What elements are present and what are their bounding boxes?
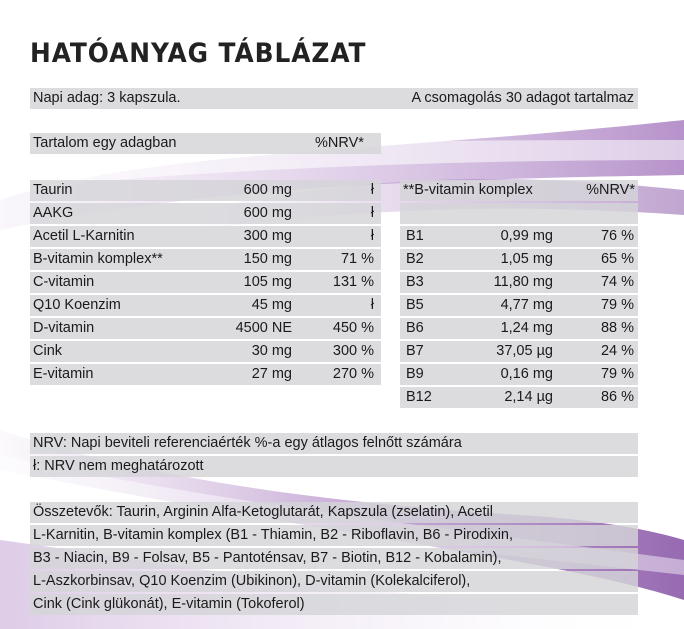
b-vitamin-amount: 0,16 mg [500,366,553,382]
b-vitamin-nrv: 79 % [600,297,634,313]
b-vitamin-name: B1 [406,228,424,244]
nrv-note: NRV: Napi beviteli referenciaérték %-a egy átlagos felnőtt számára [33,435,462,451]
b-vitamin-table-header [400,180,638,201]
b-vitamin-amount: 37,05 µg [496,343,553,359]
nrv-undefined-note-row [30,456,638,477]
ingredient-amount: 45 mg [251,297,292,313]
ingredient-name: Q10 Koenzim [33,297,121,313]
ingredient-name: B-vitamin komplex** [33,251,163,267]
b-vitamin-amount: 11,80 mg [493,274,553,290]
ingredient-nrv: 131 % [332,274,374,290]
ingredient-name: Cink [33,343,63,359]
main-table-header [30,133,381,154]
ingredients-text: Cink (Cink glükonát), E-vitamin (Tokoferol) [33,596,305,612]
table-row [30,249,381,270]
dose-row [30,88,638,109]
ingredient-name: Taurin [33,182,73,198]
table-row [30,180,381,201]
ingredient-nrv: 300 % [332,343,374,359]
table-row [30,364,381,385]
b-header-name: **B-vitamin komplex [403,182,533,198]
table-row [400,364,638,385]
b-vitamin-name: B9 [406,366,424,382]
ingredients-line [30,594,638,615]
ingredient-nrv: 270 % [332,366,374,382]
b-vitamin-amount: 0,99 mg [500,228,553,244]
table-row [30,295,381,316]
b-header-nrv: %NRV* [586,182,635,198]
b-vitamin-amount: 2,14 µg [504,389,553,405]
b-vitamin-nrv: 88 % [600,320,634,336]
nrv-undefined-note: ł: NRV nem meghatározott [33,458,204,474]
ingredient-amount: 300 mg [243,228,292,244]
table-row [400,249,638,270]
ingredient-name: AAKG [33,205,74,221]
page-title: HATÓANYAG TÁBLÁZAT [30,38,367,69]
ingredient-nrv: 450 % [332,320,374,336]
b-vitamin-nrv: 79 % [600,366,634,382]
table-row [400,226,638,247]
ingredients-text: B3 - Niacin, B9 - Folsav, B5 - Pantoténsav, B7 - Biotin, B12 - Kobalamin), [33,550,502,566]
b-vitamin-name: B3 [406,274,424,290]
ingredients-line [30,548,638,569]
ingredient-name: E-vitamin [33,366,94,382]
ingredients-line [30,502,638,523]
ingredient-amount: 30 mg [251,343,292,359]
table-row [400,318,638,339]
ingredient-name: Acetil L-Karnitin [33,228,135,244]
b-vitamin-amount: 4,77 mg [500,297,553,313]
b-table-spacer [400,203,638,224]
b-vitamin-nrv: 74 % [600,274,634,290]
ingredient-nrv: ł [370,297,374,313]
ingredient-amount: 4500 NE [235,320,292,336]
main-header-nrv: %NRV* [315,135,364,151]
daily-dose-text: Napi adag: 3 kapszula. [33,90,181,106]
package-servings-text: A csomagolás 30 adagot tartalmaz [411,90,634,106]
table-row [400,341,638,362]
b-vitamin-nrv: 86 % [600,389,634,405]
b-vitamin-name: B7 [406,343,424,359]
table-row [30,272,381,293]
b-vitamin-name: B12 [406,389,432,405]
table-row [400,272,638,293]
ingredient-amount: 105 mg [243,274,292,290]
table-row [400,295,638,316]
table-row [400,387,638,408]
b-vitamin-amount: 1,24 mg [500,320,553,336]
b-vitamin-name: B5 [406,297,424,313]
ingredients-text: L-Aszkorbinsav, Q10 Koenzim (Ubikinon), D-vitamin (Kolekalciferol), [33,573,471,589]
table-row [30,203,381,224]
table-row [30,226,381,247]
nrv-note-row [30,433,638,454]
b-vitamin-nrv: 65 % [600,251,634,267]
ingredient-nrv: ł [370,182,374,198]
table-row [30,318,381,339]
ingredients-line [30,571,638,592]
ingredient-nrv: ł [370,205,374,221]
ingredient-name: C-vitamin [33,274,95,290]
b-vitamin-amount: 1,05 mg [500,251,553,267]
table-row [30,341,381,362]
ingredients-text: L-Karnitin, B-vitamin komplex (B1 - Thiamin, B2 - Riboflavin, B6 - Pirodixin, [33,527,514,543]
b-vitamin-name: B2 [406,251,424,267]
b-vitamin-name: B6 [406,320,424,336]
ingredients-line [30,525,638,546]
ingredient-amount: 27 mg [251,366,292,382]
ingredient-nrv: 71 % [340,251,374,267]
b-vitamin-nrv: 24 % [600,343,634,359]
ingredient-amount: 600 mg [243,182,292,198]
ingredient-amount: 600 mg [243,205,292,221]
ingredient-nrv: ł [370,228,374,244]
main-header-name: Tartalom egy adagban [33,135,177,151]
ingredient-name: D-vitamin [33,320,95,336]
ingredients-text: Összetevők: Taurin, Arginin Alfa-Ketoglutarát, Kapszula (zselatin), Acetil [33,504,493,520]
b-vitamin-nrv: 76 % [600,228,634,244]
ingredient-amount: 150 mg [243,251,292,267]
